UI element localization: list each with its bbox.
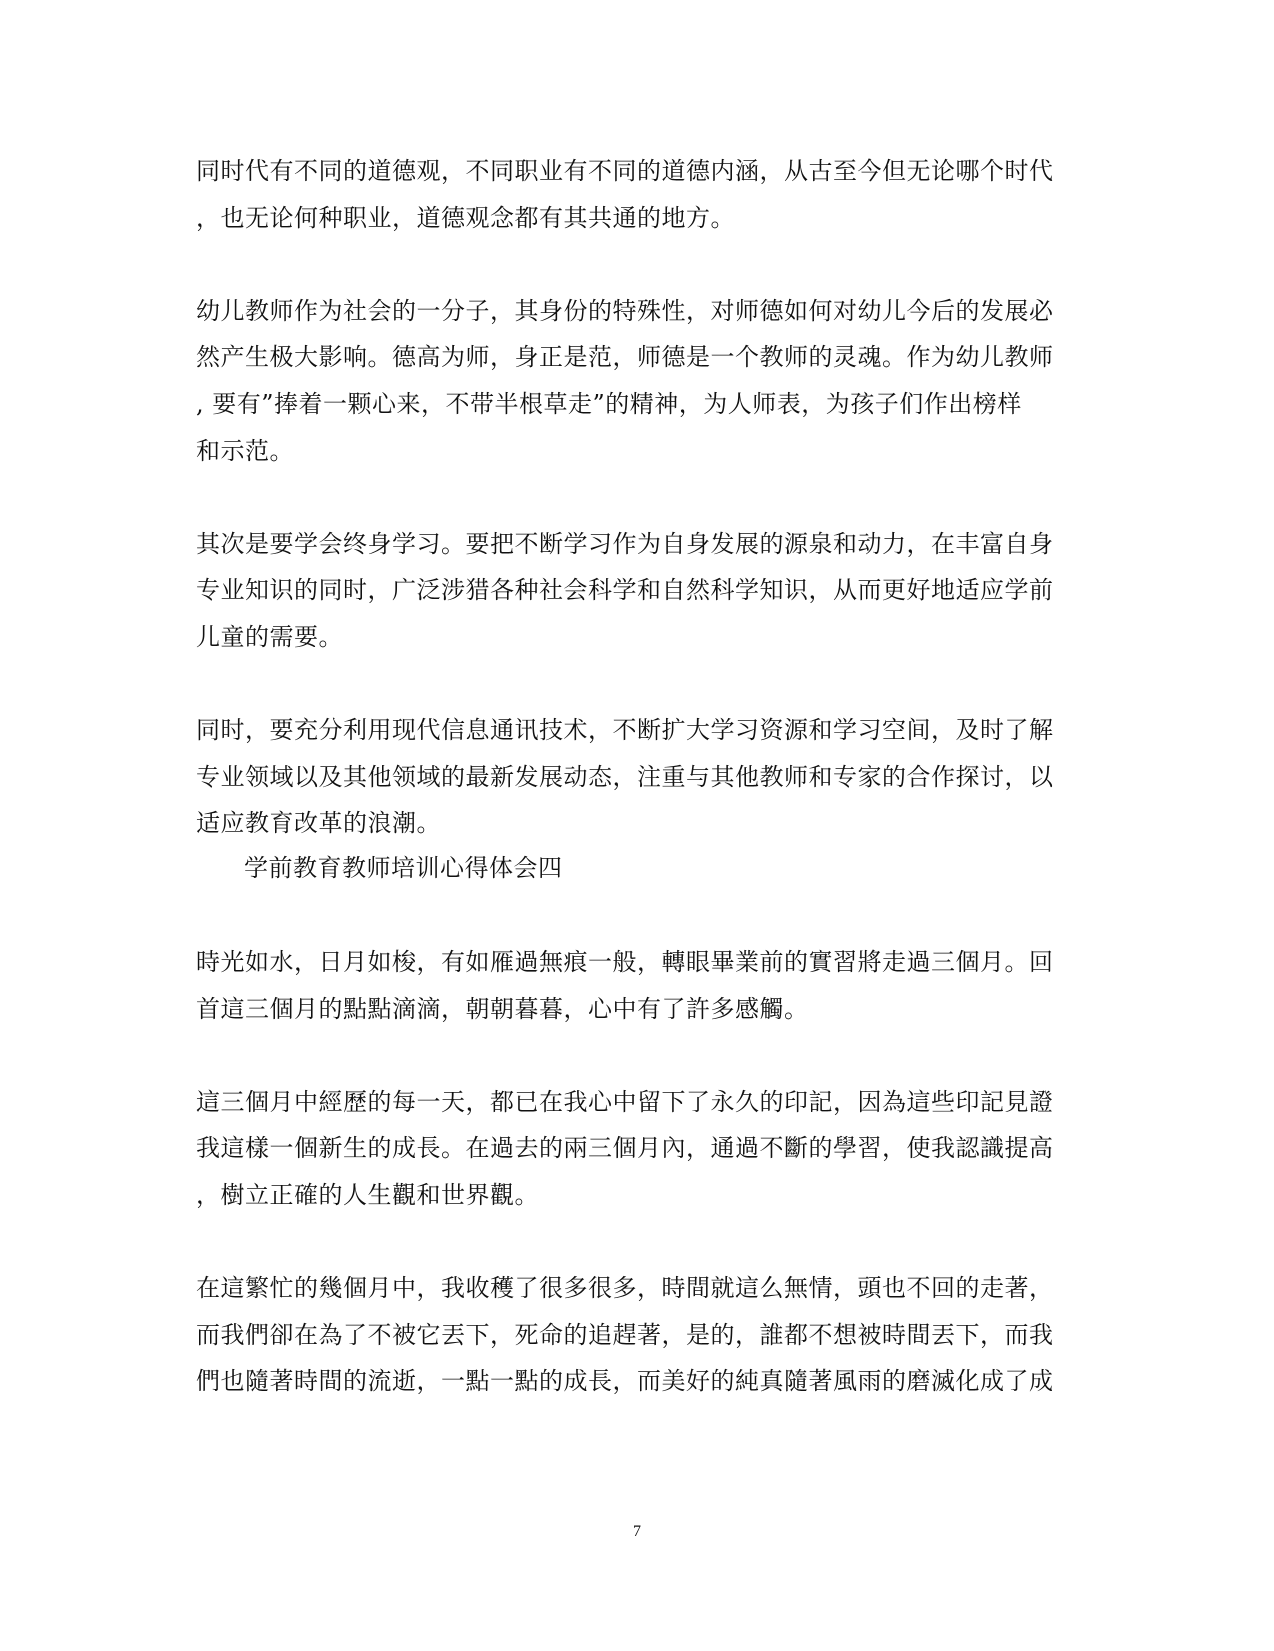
page-number: 7	[633, 1523, 641, 1540]
paragraph-7-line-2: 而我們卻在為了不被它丟下，死命的追趕著，是的，誰都不想被時間丟下，而我	[196, 1321, 1054, 1349]
paragraph-4-line-2: 专业领域以及其他领域的最新发展动态，注重与其他教师和专家的合作探讨，以	[196, 763, 1054, 791]
paragraph-6-line-2: 我這樣一個新生的成長。在過去的兩三個月內，通過不斷的學習，使我認識提高	[196, 1134, 1054, 1162]
paragraph-7-line-1: 在這繁忙的幾個月中，我收穫了很多很多，時間就這么無情，頭也不回的走著，	[196, 1274, 1054, 1302]
paragraph-2-line-2: 然产生极大影响。德高为师，身正是范，师德是一个教师的灵魂。作为幼儿教师	[196, 343, 1054, 371]
paragraph-3-line-2: 专业知识的同时，广泛涉猎各种社会科学和自然科学知识，从而更好地适应学前	[196, 576, 1054, 604]
paragraph-2-line-4: 和示范。	[196, 437, 294, 465]
paragraph-5-line-1: 時光如水，日月如梭，有如雁過無痕一般，轉眼畢業前的實習將走過三個月。回	[196, 948, 1054, 976]
paragraph-6-line-3: ，樹立正確的人生觀和世界觀。	[196, 1181, 539, 1209]
paragraph-2-line-1: 幼儿教师作为社会的一分子，其身份的特殊性，对师德如何对幼儿今后的发展必	[196, 297, 1054, 325]
paragraph-1-line-1: 同时代有不同的道德观，不同职业有不同的道德内涵，从古至今但无论哪个时代	[196, 157, 1054, 185]
paragraph-5-line-2: 首這三個月的點點滴滴，朝朝暮暮，心中有了許多感觸。	[196, 995, 809, 1023]
paragraph-3-line-3: 儿童的需要。	[196, 623, 343, 651]
paragraph-6-line-1: 這三個月中經歷的每一天，都已在我心中留下了永久的印記，因為這些印記見證	[196, 1088, 1054, 1116]
paragraph-7-line-3: 們也隨著時間的流逝，一點一點的成長，而美好的純真隨著風雨的磨滅化成了成	[196, 1367, 1054, 1395]
paragraph-4-line-3: 适应教育改革的浪潮。	[196, 809, 441, 837]
paragraph-1-line-2: ，也无论何种职业，道德观念都有其共通的地方。	[196, 204, 735, 232]
paragraph-4-line-1: 同时，要充分利用现代信息通讯技术，不断扩大学习资源和学习空间，及时了解	[196, 716, 1054, 744]
paragraph-2-line-3: , 要有”捧着一颗心来，不带半根草走”的精神，为人师表，为孩子们作出榜样	[196, 390, 1022, 418]
paragraph-3-line-1: 其次是要学会终身学习。要把不断学习作为自身发展的源泉和动力，在丰富自身	[196, 530, 1054, 558]
section-heading: 学前教育教师培训心得体会四	[244, 854, 563, 882]
